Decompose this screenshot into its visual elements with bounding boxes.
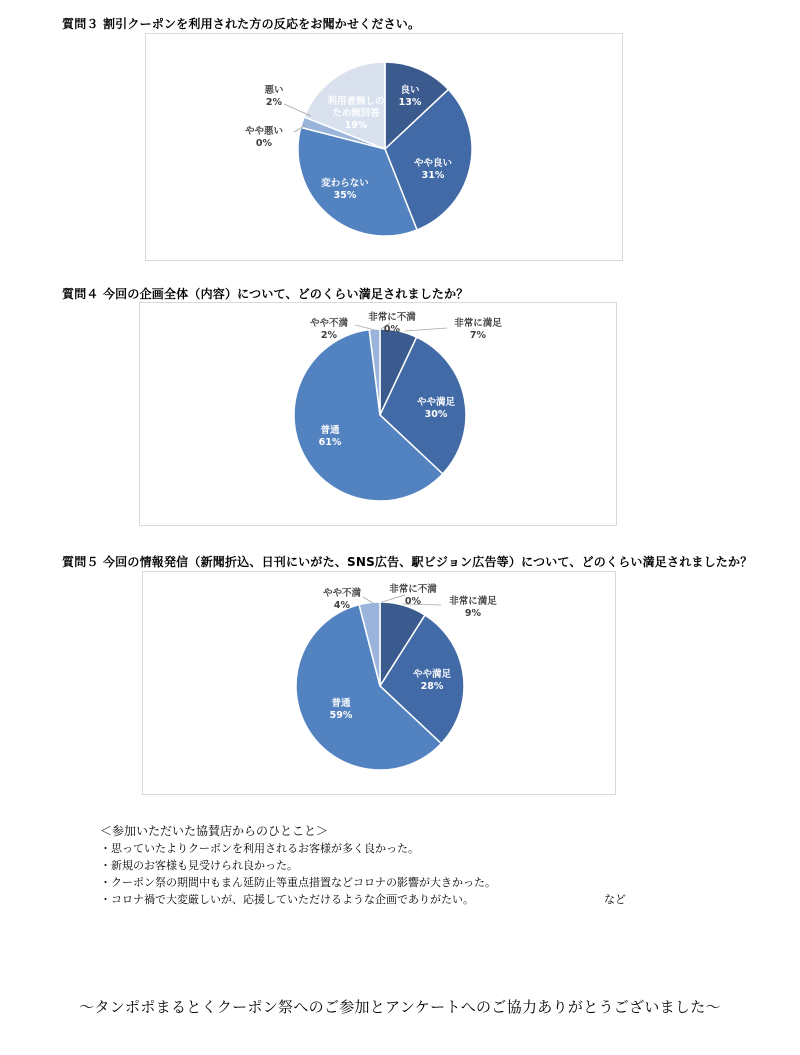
leader-line xyxy=(363,597,373,603)
pie-slice-label: 普通 59% xyxy=(329,698,353,721)
pie-slice-label: 非常に満足 7% xyxy=(454,318,502,341)
pie-slice-label: 良い 13% xyxy=(398,85,422,108)
pie-slice-label: 非常に不満 0% xyxy=(368,312,416,335)
pie-slice-label: 変わらない 35% xyxy=(321,178,369,201)
pie-slice-label: 非常に不満 0% xyxy=(389,584,437,607)
comment-item: ・クーポン祭の期間中もまん延防止等重点措置などコロナの影響が大きかった。 xyxy=(100,876,496,889)
pie-slice-label: やや満足 30% xyxy=(416,397,456,420)
pie-slice-label: やや不満 2% xyxy=(309,318,349,341)
pie-slice-label: 普通 61% xyxy=(318,425,342,448)
comment-item: ・コロナ禍で大変厳しいが、応援していただけるような企画でありがたい。 xyxy=(100,893,474,906)
pie-chart-q3 xyxy=(145,33,623,261)
comments-heading: ＜参加いただいた協賛店からのひとこと＞ xyxy=(100,824,329,838)
comments-section xyxy=(100,823,496,908)
pie-slice-label: 利用者無しのため無回答 19% xyxy=(327,96,385,131)
pie-slice-label: 悪い 2% xyxy=(264,85,284,108)
pie-slice-label: やや悪い 0% xyxy=(244,126,284,149)
comments-etc: など xyxy=(604,893,626,906)
comment-item: ・新規のお客様も見受けられ良かった。 xyxy=(100,859,298,872)
leader-line xyxy=(355,325,375,330)
leader-line xyxy=(405,328,447,331)
pie-chart-q4-svg xyxy=(140,303,618,527)
pie-slice-label: やや良い 31% xyxy=(413,158,453,181)
comment-item: ・思っていたよりクーポンを利用されるお客様が多く良かった。 xyxy=(100,842,419,855)
pie-chart-q4 xyxy=(139,302,617,526)
question-5-title: 質問５ 今回の情報発信（新聞折込、日刊にいがた、SNS広告、駅ビジョン広告等）について、どのくらい満足されましたか？ xyxy=(62,555,753,569)
thank-you-footer: ～タンポポまるとくクーポン祭へのご参加とアンケートへのご協力ありがとうございました～ xyxy=(79,998,721,1016)
pie-slice-label: やや不満 4% xyxy=(322,588,362,611)
pie-slice-label: 非常に満足 9% xyxy=(449,596,497,619)
pie-chart-q5-svg xyxy=(143,572,617,796)
pie-chart-q5 xyxy=(142,571,616,795)
question-3-title: 質問３ 割引クーポンを利用された方の反応をお聞かせください。 xyxy=(62,17,421,31)
pie-chart-q3-svg xyxy=(146,34,624,262)
question-4-title: 質問４ 今回の企画全体（内容）について、どのくらい満足されましたか？ xyxy=(62,287,469,301)
leader-line xyxy=(382,595,405,602)
pie-slice-label: やや満足 28% xyxy=(412,669,452,692)
